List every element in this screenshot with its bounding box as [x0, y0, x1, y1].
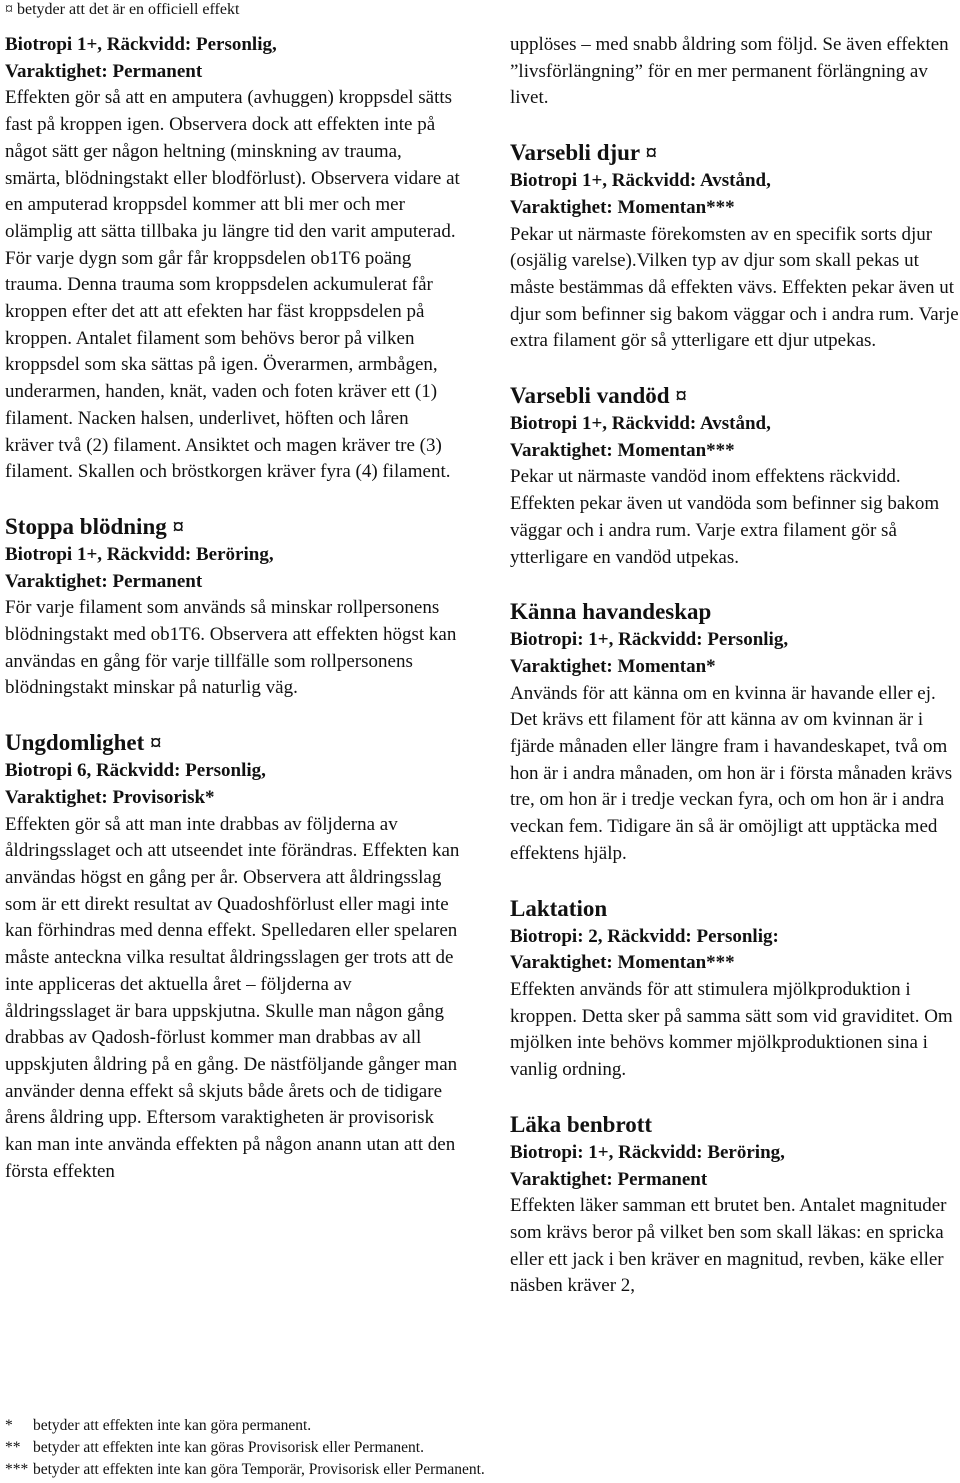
section-meta-line-1: Biotropi 1+, Räckvidd: Avstånd,	[510, 413, 771, 435]
section-meta-line-1: Biotropi: 1+, Räckvidd: Personlig,	[510, 629, 789, 651]
section-heading-varsebli-vandod: Varsebli vandöd ¤	[510, 383, 687, 409]
section-description: Pekar ut närmaste vandöd inom effektens räckvidd. Effekten pekar även ut vandöda som befinner sig bakom väggar och i andra rum. Varje extra filament gör så ytterligare en vandöd utpekas.	[510, 466, 940, 568]
footnote-text: betyder att effekten inte kan göras Provisorisk eller Permanent.	[33, 1439, 424, 1456]
section-meta-line-1: Biotropi: 1+, Räckvidd: Beröring,	[510, 1141, 785, 1163]
intro-meta-line-2: Varaktighet: Permanent	[5, 60, 203, 82]
footnote-mark: *	[5, 1417, 13, 1434]
section-meta-line-2: Varaktighet: Momentan*	[510, 655, 716, 677]
section-meta-line-2: Varaktighet: Momentan***	[510, 439, 735, 461]
section-meta-line-1: Biotropi 1+, Räckvidd: Beröring,	[5, 543, 274, 565]
official-effect-legend: ¤ betyder att det är en officiell effekt	[5, 1, 240, 18]
intro-description: Effekten gör så att en amputera (avhuggen) kroppsdel sätts fast på kroppen igen. Observera dock att effekten inte på något sätt ger någon heltning (minskning av trauma, smärta, blödningstakt eller blodförlust). Observera vidare at en amputerad kroppsdel kommer att bli mer och mer olämplig att sätta tillbaka ju längre tid den varit amputerad. För varje dygn som går får kroppsdelen ob1T6 poäng trauma. Denna trauma som kroppsdelen ackumulerat får kroppen efter det att att efekten har fäst kroppsdelen på kroppen. Antalet filament som behövs beror på vilken kroppsdel som ska sättas på igen. Överarmen, armbågen, underarmen, handen, knät, vaden och foten kräver ett (1) filament. Nacken halsen, underlivet, höften och låren kräver två (2) filament. Ansiktet och magen kräver tre (3) filament. Skallen och bröstkorgen kräver fyra (4) filament.	[5, 87, 460, 483]
footnote-mark: **	[5, 1439, 21, 1456]
continued-description: upplöses – med snabb åldring som följd. Se även effekten ”livsförlängning” för en mer permanent förlängning av livet.	[510, 34, 949, 109]
footnotes	[5, 1415, 485, 1481]
section-meta-line-2: Varaktighet: Momentan***	[510, 952, 735, 974]
section-description: Pekar ut närmaste förekomsten av en specifik sorts djur (osjälig varelse).Vilken typ av djur som skall pekas ut måste bestämmas då effekten vävs. Effekten pekar även ut djur som befinner sig bakom väggar och i andra rum. Varje extra filament gör så ytterligare ett djur utpekas.	[510, 223, 959, 352]
section-heading-stoppa-blodning: Stoppa blödning ¤	[5, 513, 184, 539]
section-heading-laka-benbrott: Läka benbrott	[510, 1111, 653, 1137]
right-column	[510, 32, 960, 1300]
section-heading-ungdomlighet: Ungdomlighet ¤	[5, 730, 162, 756]
section-meta-line-1: Biotropi: 2, Räckvidd: Personlig:	[510, 925, 779, 947]
section-description: Effekten gör så att man inte drabbas av följderna av åldringsslaget och att utseendet inte förändras. Effekten kan användas högst en gång per år. Observera att åldringsslag som är ett direkt resultat av Quadoshförlust eller magi inte kan förhindras med denna effekt. Spelledaren eller spelaren måste anteckna vilka resultat åldringsslagen ger trots att de inte appliceras det aktuella året – följderna av åldringsslaget är bara uppskjutna. Skulle man någon gång drabbas av Qadosh-förlust kommer man drabbas av all uppskjuten åldring på en gång. De nästföljande gånger man använder denna effekt så skjuts både årets och de tidigare årens åldring upp. Eftersom varaktigheten är provisorisk kan man inte använda effekten på någon anann utan att den första effekten	[5, 813, 460, 1182]
section-description: Effekten används för att stimulera mjölkproduktion i kroppen. Detta sker på samma sätt som vid graviditet. Om mjölken inte behövs kommer mjölkproduktionen sina i vanlig ordning.	[510, 978, 953, 1081]
footnote-text: betyder att effekten inte kan göra Temporär, Provisorisk eller Permanent.	[33, 1461, 485, 1478]
intro-meta-line-1: Biotropi 1+, Räckvidd: Personlig,	[5, 34, 277, 55]
section-heading-laktation: Laktation	[510, 895, 608, 921]
section-meta-line-1: Biotropi 1+, Räckvidd: Avstånd,	[510, 170, 771, 192]
footnote-mark: ***	[5, 1461, 29, 1478]
section-description: Effekten läker samman ett brutet ben. Antalet magnituder som krävs beror på vilket ben som skall läkas: en spricka eller ett jack i ben kräver en magnitud, revben, käke eller näsben kräver 2,	[510, 1195, 947, 1297]
section-meta-line-2: Varaktighet: Permanent	[5, 570, 203, 592]
footnote-text: betyder att effekten inte kan göra permanent.	[33, 1417, 312, 1434]
section-description: För varje filament som används så minskar rollpersonens blödningstakt med ob1T6. Observera att effekten högst kan användas en gång för varje tillfälle som rollpersonens blödningstakt minskar på naturlig väg.	[5, 597, 457, 699]
section-meta-line-2: Varaktighet: Momentan***	[510, 196, 735, 218]
left-column	[5, 32, 460, 1185]
footnote	[5, 1437, 485, 1459]
section-description: Används för att känna om en kvinna är havande eller ej. Det krävs ett filament för att känna av om kvinnan är i fjärde månaden eller längre fram i havandeskapet, två om hon är i andra månaden, om hon är i första månaden krävs tre, om hon är i tredje veckan fyra, och om hon är i andra veckan fem. Tidigare än så är omöjligt att upptäcka med effektens hjälp.	[510, 682, 953, 864]
section-heading-kanna-havandeskap: Känna havandeskap	[510, 599, 712, 625]
footnote	[5, 1415, 485, 1437]
footnote	[5, 1459, 485, 1481]
section-meta-line-2: Varaktighet: Permanent	[510, 1168, 708, 1190]
section-meta-line-2: Varaktighet: Provisorisk*	[5, 786, 215, 808]
section-heading-varsebli-djur: Varsebli djur ¤	[510, 140, 657, 166]
section-meta-line-1: Biotropi 6, Räckvidd: Personlig,	[5, 760, 266, 782]
